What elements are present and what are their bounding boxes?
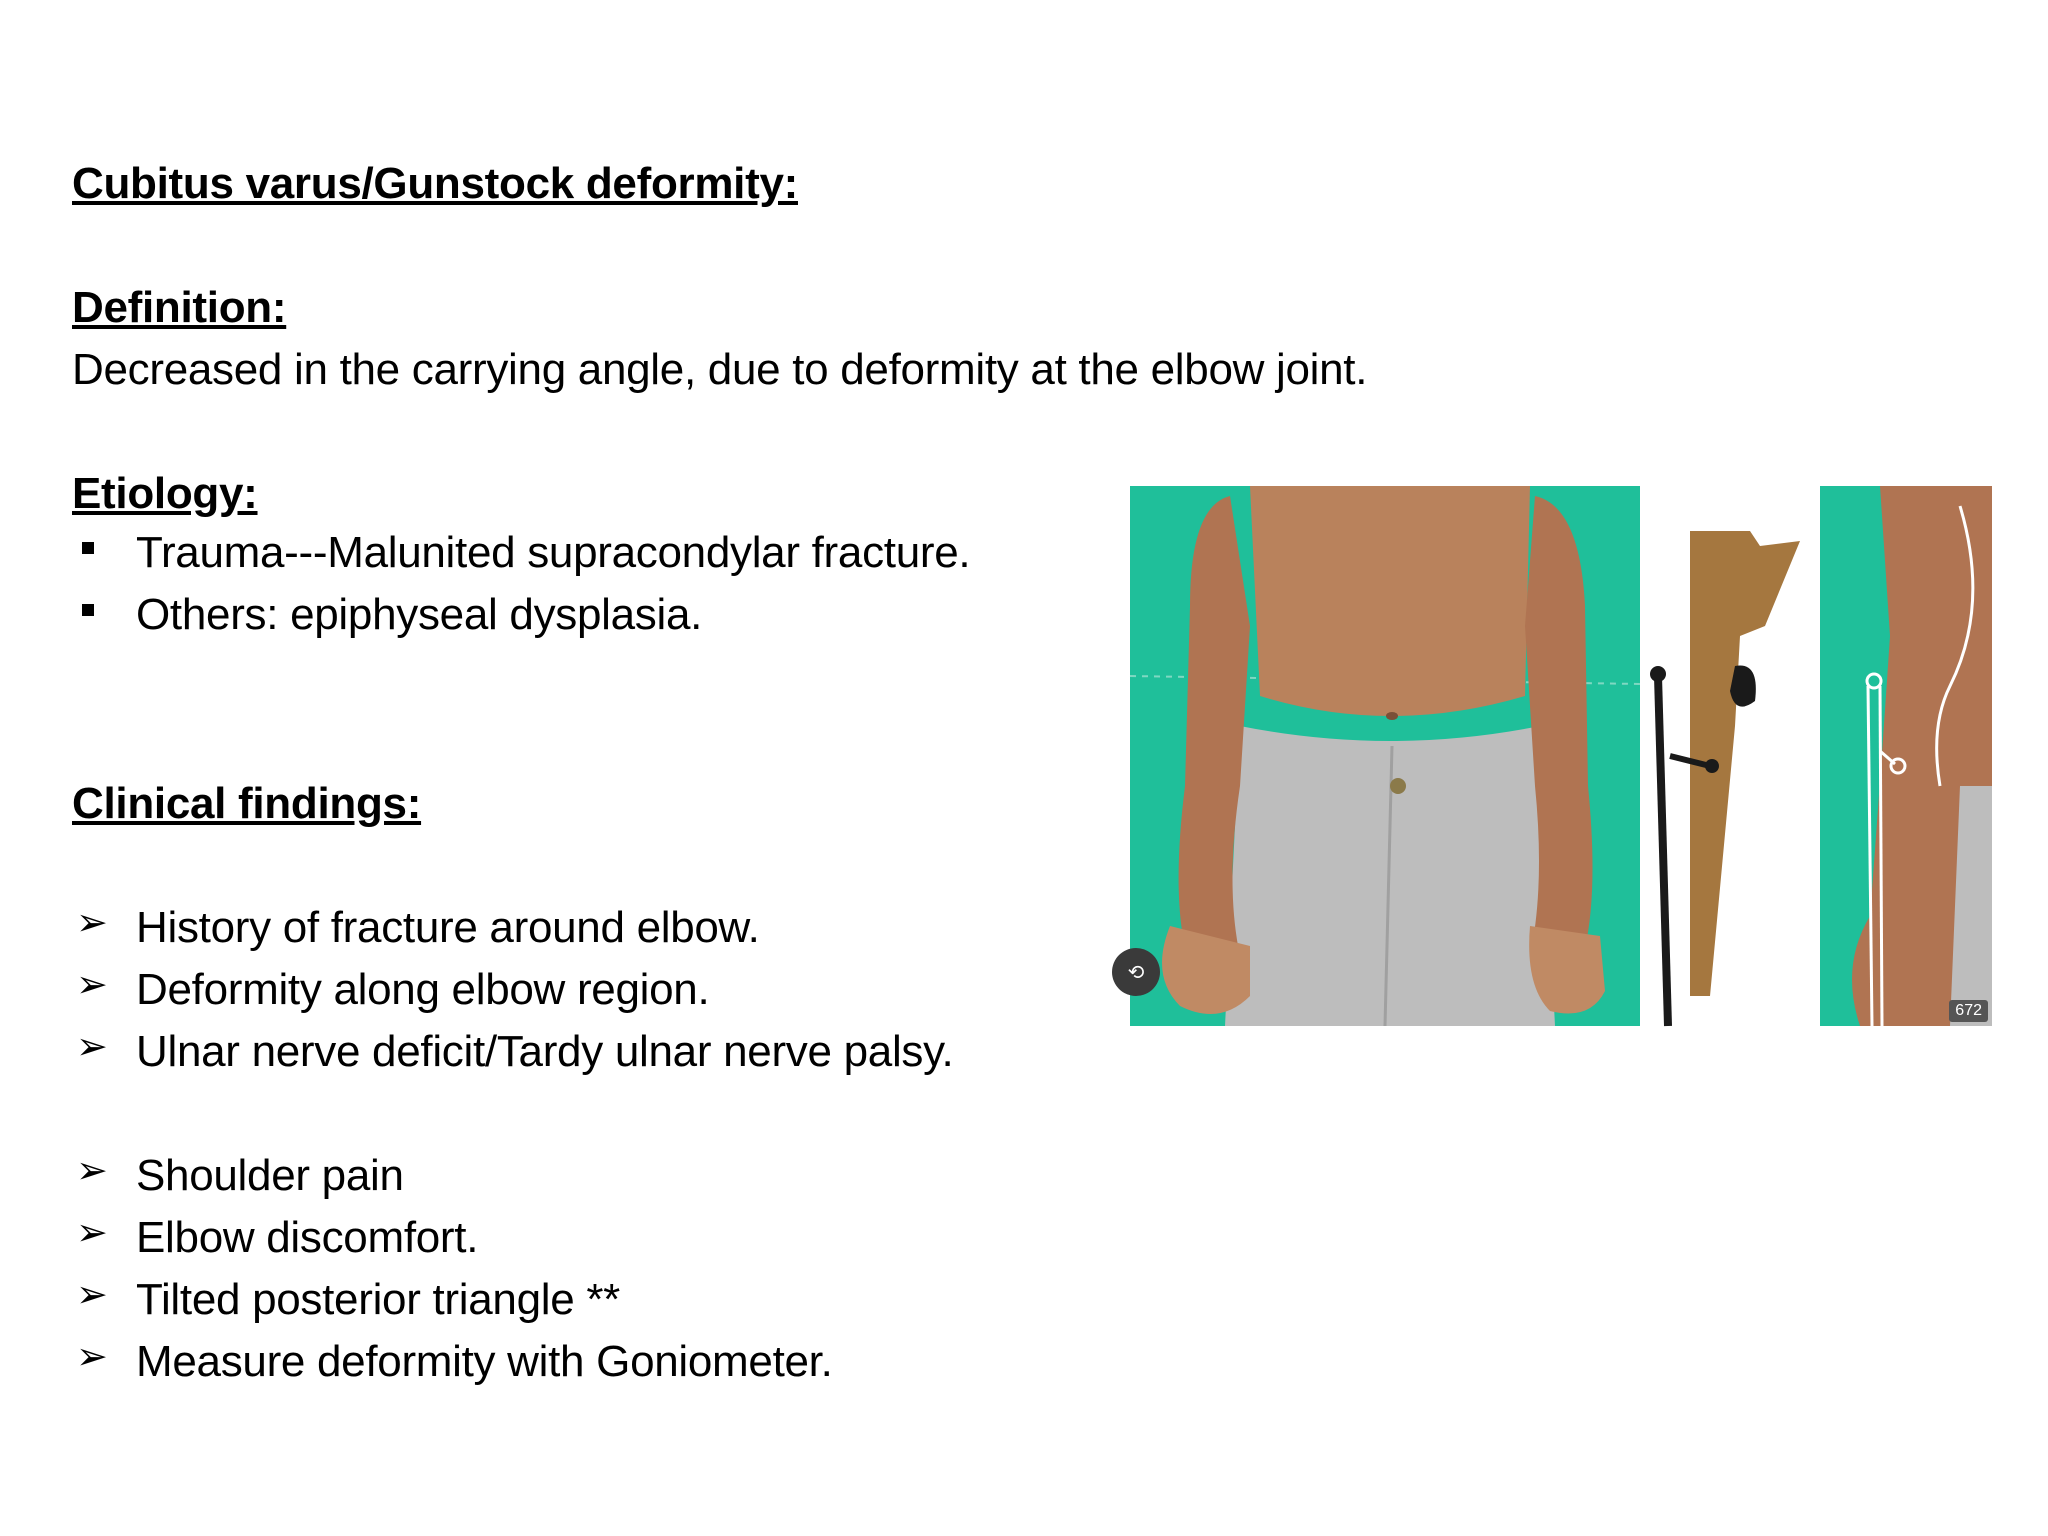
arrow-bullet-icon: ➢ — [76, 902, 108, 944]
etiology-heading: Etiology: — [72, 469, 258, 518]
list-item: ➢ Ulnar nerve deficit/Tardy ulnar nerve palsy. — [72, 1021, 953, 1083]
arrow-bullet-icon: ➢ — [76, 964, 108, 1006]
definition-heading: Definition: — [72, 283, 287, 332]
list-item: Trauma---Malunited supracondylar fracture. — [72, 522, 970, 584]
arrow-bullet-icon: ➢ — [76, 1336, 108, 1378]
list-item: ➢ Tilted posterior triangle ** — [72, 1269, 833, 1331]
definition-text: Decreased in the carrying angle, due to deformity at the elbow joint. — [72, 345, 1368, 394]
gunstock-icon — [1640, 486, 1820, 1026]
patient-illustration — [1130, 486, 1640, 1026]
list-item: ➢ History of fracture around elbow. — [72, 897, 953, 959]
arrow-bullet-icon: ➢ — [76, 1212, 108, 1254]
square-bullet-icon — [76, 584, 116, 646]
etiology-list — [72, 522, 970, 646]
arm-outline-photo — [1820, 486, 1992, 1026]
square-bullet-icon — [76, 522, 116, 584]
list-item: ➢ Measure deformity with Goniometer. — [72, 1331, 833, 1393]
patient-photo — [1127, 486, 1640, 1026]
clinical-list-2 — [72, 1145, 833, 1393]
lens-icon: ⟲ — [1112, 948, 1160, 996]
clinical-list-1 — [72, 897, 953, 1083]
clinical-heading: Clinical findings: — [72, 779, 422, 828]
list-item: ➢ Elbow discomfort. — [72, 1207, 833, 1269]
list-item: Others: epiphyseal dysplasia. — [72, 584, 970, 646]
image-size-badge: 672 — [1949, 1000, 1988, 1022]
gunstock-illustration — [1640, 486, 1820, 1026]
gunstock-deformity-image — [1127, 486, 1992, 1026]
arrow-bullet-icon: ➢ — [76, 1150, 108, 1192]
list-item: ➢ Shoulder pain — [72, 1145, 833, 1207]
arm-outline-illustration — [1820, 486, 1992, 1026]
arrow-bullet-icon: ➢ — [76, 1026, 108, 1068]
arrow-bullet-icon: ➢ — [76, 1274, 108, 1316]
slide-title: Cubitus varus/Gunstock deformity: — [72, 159, 798, 208]
list-item: ➢ Deformity along elbow region. — [72, 959, 953, 1021]
